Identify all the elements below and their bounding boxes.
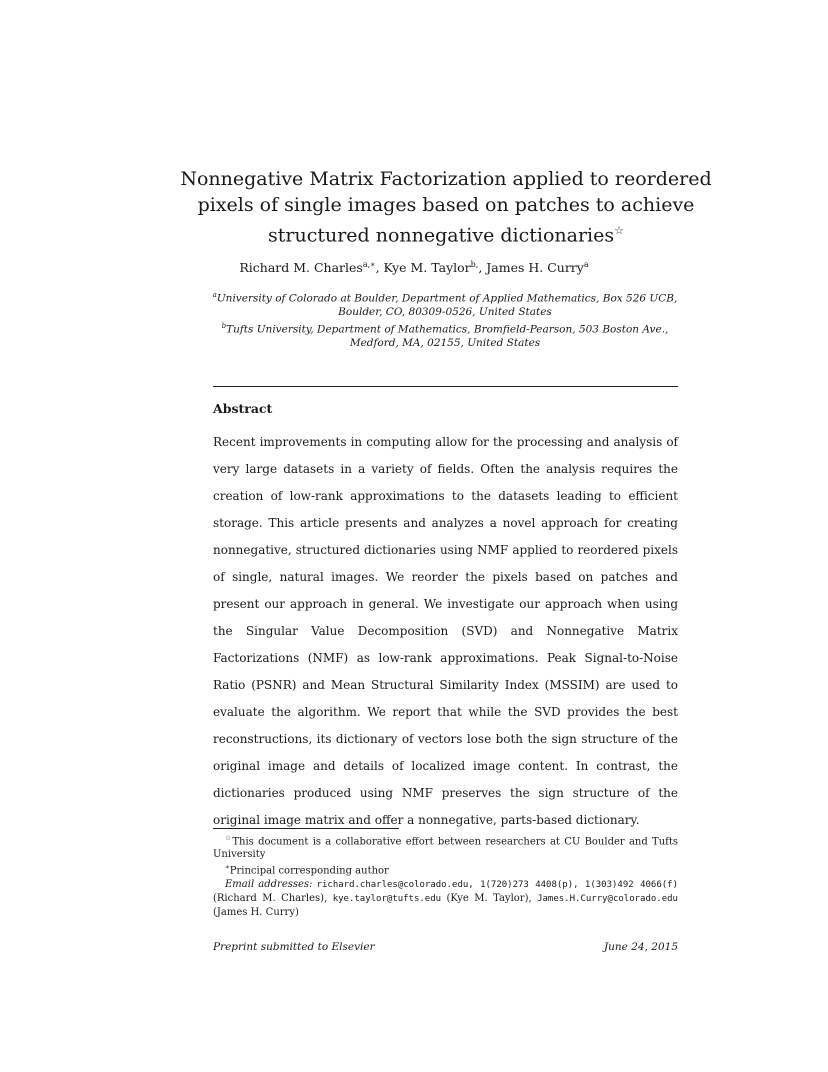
- footnote-star: [213, 832, 678, 861]
- email-link[interactable]: richard.charles@colorado.edu, 1(720)273 4408(p), 1(303)492 4066(f): [316, 879, 678, 890]
- title-line-1: Nonnegative Matrix Factorization applied to reordered: [180, 168, 712, 190]
- email-link[interactable]: James.H.Curry@colorado.edu: [537, 893, 678, 904]
- footer-date: June 24, 2015: [603, 941, 678, 953]
- affiliation-line: University of Colorado at Boulder, Department of Applied Mathematics, Box 526 UCB,: [216, 292, 678, 305]
- abstract-top-rule: [213, 386, 678, 387]
- author-sup: b,: [470, 260, 479, 269]
- affiliation-a: [200, 289, 690, 320]
- email-owner: (Kye M. Taylor),: [446, 892, 532, 904]
- email-link[interactable]: kye.taylor@tufts.edu: [332, 893, 442, 904]
- affiliation-b: [200, 320, 690, 351]
- paper-title: [180, 166, 712, 248]
- affiliation-sup: a: [212, 291, 217, 299]
- author-sup: a: [583, 260, 589, 269]
- footnote-star-mark: ☆: [225, 834, 233, 842]
- footnote-emails: [213, 878, 678, 919]
- affiliation-sup: b: [221, 321, 227, 330]
- affiliation-line: Medford, MA, 02155, United States: [349, 336, 541, 349]
- email-owner: (Richard M. Charles),: [213, 892, 328, 904]
- author-name: Richard M. Charles: [239, 260, 363, 276]
- abstract-body: Recent improvements in computing allow for the processing and analysis of very large datasets in a variety of fields. Often the analysis requires the creation of low-rank approximations to the datasets leading to efficient storage. This article presents and analyzes a novel approach for creating nonnegative, structured dictionaries using NMF applied to reordered pixels of single, natural images. We reorder the pixels based on patches and present our approach in general. We investigate our approach when using the Singular Value Decomposition (SVD) and Nonnegative Matrix Factorizations (NMF) as low-rank approximations. Peak Signal-to-Noise Ratio (PSNR) and Mean Structural Similarity Index (MSSIM) are used to evaluate the algorithm. We report that while the SVD provides the best reconstructions, its dictionary of vectors lose both the sign structure of the original image and details of localized image content. In contrast, the dictionaries produced using NMF preserves the sign structure of the original image matrix and offer a nonnegative, parts-based dictionary.: [213, 435, 678, 827]
- author-separator: ,: [478, 260, 487, 276]
- footnote-corr-text: Principal corresponding author: [229, 865, 389, 877]
- author-list: [0, 260, 828, 275]
- abstract-heading: Abstract: [213, 401, 273, 416]
- title-star-mark: ☆: [614, 224, 624, 237]
- footnote-corr-mark: ∗: [225, 863, 230, 872]
- author-name: James H. Curry: [486, 260, 584, 276]
- footer-preprint: Preprint submitted to Elsevier: [213, 941, 375, 953]
- affiliation-line: Boulder, CO, 80309-0526, United States: [338, 306, 552, 318]
- footnote-star-text: This document is a collaborative effort between researchers at CU Boulder and Tufts University: [213, 836, 678, 861]
- footnotes: [213, 832, 678, 919]
- title-line-3: structured nonnegative dictionaries: [268, 224, 615, 247]
- author-name: Kye M. Taylor: [383, 260, 471, 276]
- footnote-rule: [213, 828, 399, 829]
- page-footer: [213, 941, 678, 953]
- title-line-2: pixels of single images based on patches to achieve: [197, 194, 695, 216]
- affiliations: [200, 289, 690, 350]
- author-separator: ,: [375, 260, 384, 276]
- footnote-corresponding: [213, 861, 678, 877]
- email-owner: (James H. Curry): [213, 906, 299, 918]
- affiliation-line: Tufts University, Department of Mathematics, Bromfield-Pearson, 503 Boston Ave.,: [226, 323, 669, 335]
- author-sup: a,∗: [362, 260, 376, 269]
- email-label: Email addresses:: [225, 878, 313, 890]
